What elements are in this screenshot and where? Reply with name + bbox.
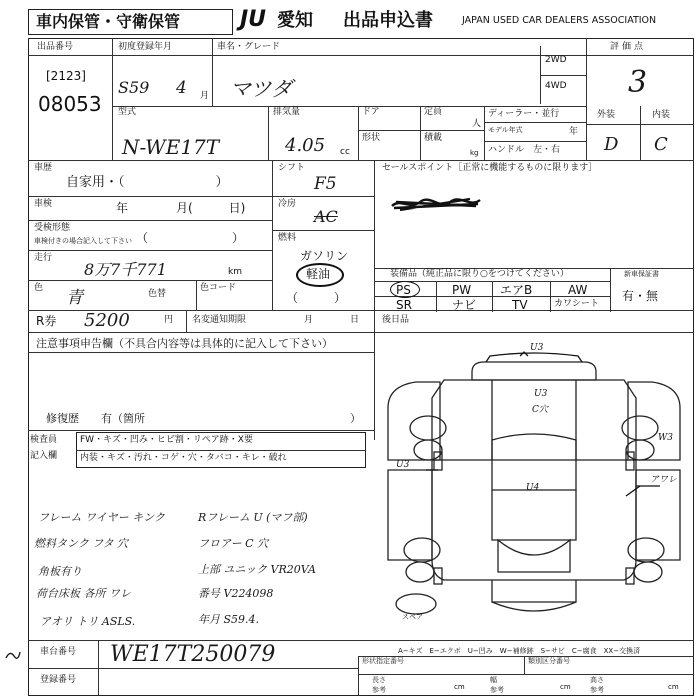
- note-line-5: アオリ トリ ASLS.: [40, 615, 136, 628]
- margin-mark: [4, 648, 22, 662]
- mileage-value: 8万7千771: [84, 260, 167, 279]
- inspector-label-1: 検査員: [30, 435, 58, 445]
- lot-number-label: 出品番号: [37, 42, 74, 52]
- color-label: 色: [34, 283, 44, 293]
- note-line-9: 番号 V224098: [198, 587, 274, 600]
- inspection-label: 車検: [34, 199, 53, 209]
- brand-label: 愛知: [277, 10, 313, 31]
- evaluation-label: 評価点: [610, 42, 647, 52]
- note-line-3: 角板有り: [38, 565, 82, 578]
- note-line-2: 燃料タンク フタ 穴: [34, 537, 129, 550]
- first-registration-label: 初度登録年月: [118, 42, 173, 52]
- storage-type-label: 車内保管・守衛保管: [36, 12, 181, 31]
- registration-month: 4: [176, 78, 187, 98]
- drive-4wd: 4WD: [545, 81, 567, 91]
- recycle-value: 5200: [84, 310, 130, 331]
- registration-year: S59: [118, 78, 150, 97]
- equipment-pw: PW: [452, 283, 472, 297]
- warranty-value: 有・無: [622, 289, 659, 303]
- shift-value: F5: [314, 174, 337, 194]
- repair-history-close: ）: [350, 412, 361, 425]
- evaluation-score: 3: [628, 65, 648, 100]
- registration-label: 登録番号: [40, 675, 77, 685]
- later-items-label: 後日品: [382, 315, 410, 325]
- length-ref: 参考: [372, 686, 386, 694]
- mark-u3-mid: U3: [534, 389, 548, 399]
- month-unit: 月: [200, 91, 210, 101]
- equipment-label: 装備品（純正品に限り○をつけてください）: [390, 269, 569, 279]
- height-cm: cm: [668, 683, 679, 691]
- fuel-label: 燃料: [278, 233, 297, 243]
- receive-sub: 車検付きの場合記入して下さい: [34, 237, 132, 245]
- mileage-label: 走行: [34, 253, 53, 263]
- equipment-aw: AW: [568, 283, 588, 297]
- equipment-ps: PS: [396, 283, 411, 297]
- mark-w3: W3: [658, 433, 673, 443]
- notice-label: 名変通知期限: [192, 315, 247, 325]
- color-value: 青: [66, 288, 83, 308]
- height-ref: 参考: [590, 686, 604, 694]
- receive-value: （ ）: [136, 231, 245, 245]
- width-ref: 参考: [490, 686, 504, 694]
- year-unit: 年: [569, 127, 579, 137]
- equipment-tv: TV: [512, 298, 528, 312]
- lot-number-value: 08053: [38, 92, 102, 116]
- ac-label: 冷房: [278, 199, 297, 209]
- chassis-label: 車台番号: [40, 647, 77, 657]
- note-line-4: 荷台床板 各所 ワレ: [36, 587, 131, 600]
- equipment-sr: SR: [396, 298, 412, 312]
- interior-grade: C: [654, 134, 668, 155]
- note-line-8: 上部 ユニック VR20VA: [198, 563, 316, 576]
- note-line-7: フロアー C 穴: [198, 537, 269, 550]
- ju-logo: JU: [240, 7, 267, 32]
- door-label: ドア: [362, 107, 380, 117]
- damage-legend: A−キズ E−エクボ U−凹み W−補修跡 S−サビ C−腐食 XX−交換済: [398, 647, 641, 655]
- equipment-navi: ナビ: [452, 298, 477, 312]
- recycle-label: R券: [36, 314, 57, 328]
- length-cm: cm: [454, 683, 465, 691]
- fuel-paren: （ ）: [286, 291, 347, 305]
- width-cm: cm: [560, 683, 571, 691]
- model-value: N-WE17T: [122, 135, 220, 159]
- car-damage-diagram: [374, 340, 694, 640]
- note-line-10: 年月 S59.4.: [198, 613, 260, 626]
- model-label: 型式: [118, 107, 137, 117]
- shape-label: 形状: [362, 133, 381, 143]
- equipment-airbag: エアB: [500, 283, 533, 297]
- category-label: 類別区分番号: [528, 657, 570, 665]
- inspector-label-2: 記入欄: [30, 451, 58, 461]
- drive-2wd: 2WD: [545, 55, 567, 65]
- history-value: 自家用・（ ）: [66, 175, 229, 190]
- english-title: JAPAN USED CAR DEALERS ASSOCIATION: [462, 15, 657, 26]
- inspection-value: 年 月( 日): [116, 201, 246, 215]
- warranty-label: 新車保証書: [624, 270, 659, 278]
- interior-label: 内装: [652, 110, 671, 120]
- lot-sub-number: [2123]: [46, 69, 86, 83]
- mark-c-hole: C穴: [532, 405, 548, 415]
- person-unit: 人: [472, 119, 482, 129]
- ps-circle: [390, 281, 420, 298]
- history-label: 車歴: [34, 163, 53, 173]
- repair-history-label: 修復歴 有（箇所: [46, 412, 145, 425]
- shape-spec-label: 形状指定番号: [362, 657, 404, 665]
- mark-crack: アワレ: [650, 475, 678, 485]
- capacity-label: 定員: [424, 107, 443, 117]
- fuel-gas: ガソリン: [300, 249, 349, 263]
- displacement-value: 4.05: [285, 135, 326, 156]
- mark-u3-top: U3: [530, 343, 544, 353]
- redacted-scribble: [390, 196, 482, 212]
- kg-unit: kg: [470, 149, 479, 157]
- dealer-label: ディーラー・並行: [488, 109, 560, 119]
- displacement-label: 排気量: [273, 107, 301, 117]
- exterior-grade: D: [604, 134, 619, 155]
- inspector-interior-row: 内装・キズ・汚れ・コゲ・穴・タバコ・キレ・破れ: [80, 453, 287, 463]
- model-year-label: モデル年式: [488, 126, 523, 134]
- km-unit: km: [228, 267, 242, 277]
- inspector-fw-row: FW・キズ・凹み・ヒビ割・リペア跡・X要: [80, 435, 253, 445]
- yen-unit: 円: [164, 315, 174, 325]
- spare-label: スペア: [402, 613, 423, 621]
- car-name-label: 車名・グレード: [217, 42, 281, 52]
- height-label: 高さ: [590, 676, 604, 684]
- mark-u4: U4: [526, 483, 540, 493]
- receive-label: 受検形態: [34, 223, 71, 233]
- length-label: 長さ: [372, 676, 386, 684]
- chassis-value: WE17T250079: [110, 642, 276, 667]
- recolor-label: 色替: [148, 289, 167, 299]
- ac-value: AC: [314, 207, 338, 226]
- handle-label: ハンドル 左・右: [488, 145, 561, 155]
- notice-day-unit: 日: [350, 315, 360, 325]
- exterior-label: 外装: [597, 110, 616, 120]
- notes-label: 注意事項申告欄（不具合内容等は具体的に記入して下さい）: [36, 337, 333, 350]
- note-line-1: フレーム ワイヤー キンク: [38, 511, 165, 524]
- fuel-diesel: 軽油: [306, 267, 331, 281]
- mark-u3-left: U3: [396, 460, 410, 470]
- sales-point-label: セールスポイント［正常に機能するものに限ります］: [382, 163, 598, 173]
- equipment-leather: カワシート: [554, 299, 600, 309]
- load-label: 積載: [424, 133, 443, 143]
- color-code-label: 色コード: [200, 283, 237, 293]
- notice-month-unit: 月: [304, 315, 314, 325]
- shift-label: シフト: [278, 163, 306, 173]
- cc-unit: cc: [340, 147, 350, 157]
- width-label: 幅: [490, 676, 497, 684]
- note-line-6: Rフレーム U (マフ部): [198, 511, 308, 524]
- car-name-value: マツダ: [230, 77, 293, 101]
- form-title: 出品申込書: [343, 10, 433, 31]
